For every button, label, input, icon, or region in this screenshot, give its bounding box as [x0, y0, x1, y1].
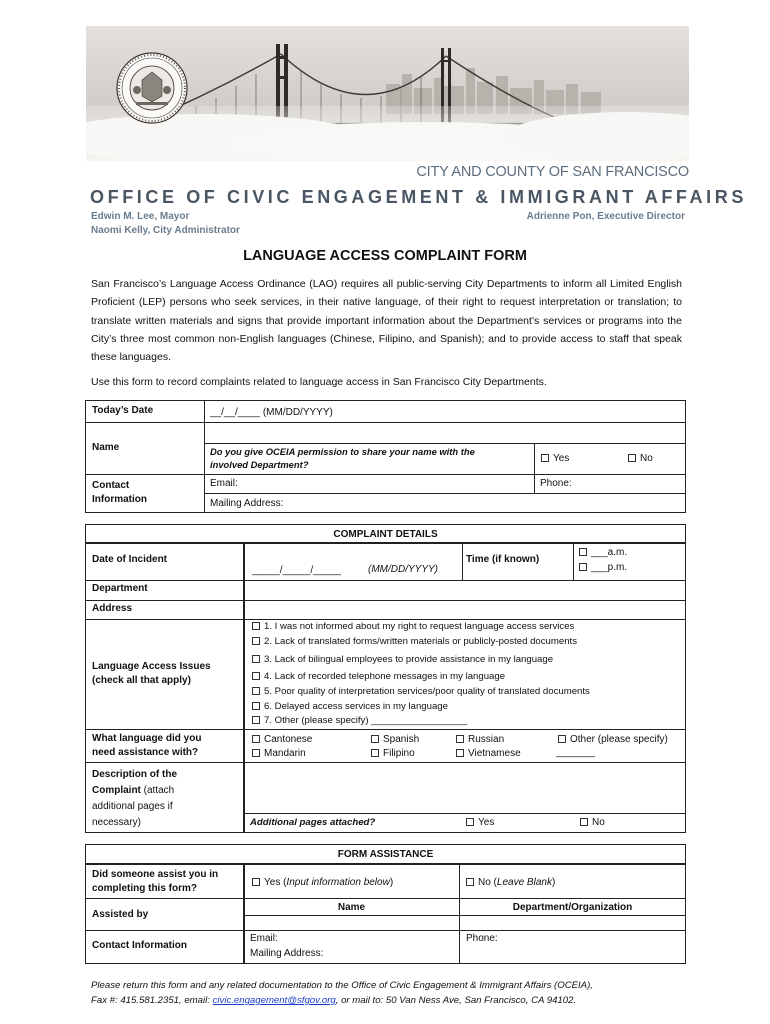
checkbox-icon — [252, 687, 260, 695]
name-field[interactable] — [206, 424, 684, 442]
issue-checkbox-2[interactable]: 2. Lack of translated forms/written materials or publicly-posted documents — [252, 636, 577, 649]
checkbox-icon — [466, 818, 474, 826]
cantonese-checkbox[interactable]: Cantonese — [252, 733, 312, 747]
checkbox-icon — [252, 749, 260, 757]
form-assistance-table — [85, 844, 686, 964]
other-language-checkbox[interactable]: Other (please specify) — [558, 733, 668, 747]
language-needed-label: What language did you need assistance with? — [92, 733, 202, 758]
personal-info-table — [85, 400, 686, 513]
assistant-phone-field[interactable]: Phone: — [466, 933, 498, 944]
issue-checkbox-5[interactable]: 5. Poor quality of interpretation services/poor quality of translated documents — [252, 686, 590, 699]
address-label: Address — [92, 603, 133, 614]
issue-checkbox-6[interactable]: 6. Delayed access services in my language — [252, 701, 448, 714]
form-title: LANGUAGE ACCESS COMPLAINT FORM — [243, 248, 527, 264]
issue-checkbox-3[interactable]: 3. Lack of bilingual employees to provide assistance in my language — [252, 654, 553, 667]
description-label: Description of the Complaint (attach additional pages if necessary) — [92, 769, 178, 828]
checkbox-icon — [252, 655, 260, 663]
issue-checkbox-4[interactable]: 4. Lack of recorded telephone messages in my language — [252, 671, 505, 684]
checkbox-icon — [456, 735, 464, 743]
other-language-field[interactable]: _______ — [556, 747, 595, 758]
office-name: OFFICE OF CIVIC ENGAGEMENT & IMMIGRANT AFFAIRS — [90, 187, 747, 207]
checkbox-icon — [466, 878, 474, 886]
oceia-email-link[interactable]: civic.engagement@sfgov.org — [212, 995, 336, 1006]
assisted-no-checkbox[interactable]: No (Leave Blank) — [466, 876, 555, 890]
address-field[interactable] — [246, 601, 684, 618]
checkbox-icon — [252, 735, 260, 743]
language-issues-label: Language Access Issues (check all that apply) — [92, 661, 211, 686]
checkbox-icon — [252, 672, 260, 680]
checkbox-icon — [252, 716, 260, 724]
checkbox-icon — [558, 735, 566, 743]
name-label: Name — [92, 442, 120, 453]
additional-pages-no-checkbox[interactable]: No — [580, 816, 605, 830]
checkbox-icon — [579, 563, 587, 571]
checkbox-icon — [252, 702, 260, 710]
todays-date-field[interactable]: __/__/____ (MM/DD/YYYY) — [210, 407, 333, 418]
assistant-email-field[interactable]: Email: — [250, 933, 278, 944]
assistant-mailing-field[interactable]: Mailing Address: — [250, 948, 324, 959]
checkbox-icon — [456, 749, 464, 757]
additional-pages-question: Additional pages attached? — [250, 817, 376, 828]
checkbox-icon — [580, 818, 588, 826]
checkbox-icon — [371, 749, 379, 757]
checkbox-icon — [579, 548, 587, 556]
department-label: Department — [92, 583, 148, 594]
description-field[interactable] — [246, 764, 684, 812]
return-instructions: Please return this form and any related documentation to the Office of Civic Engagement & Immigrant Affairs (OCEIA), Fax #: 415.581.2351, email: civic.engagement@sfgov.org, or mail to: 50 Van Ness Ave, San Francisco, CA 94102. — [91, 980, 593, 1006]
checkbox-icon — [628, 454, 636, 462]
form-assistance-header: FORM ASSISTANCE — [337, 849, 434, 860]
issue-checkbox-7[interactable]: 7. Other (please specify) __________________ — [252, 715, 467, 728]
intro-paragraph: San Francisco’s Language Access Ordinance (LAO) requires all public-serving City Departments to inform all Limited English Proficient (LEP) persons who seek services, in their native language, of their right to request interpretation or translation; to translate written materials and signs that provide important information about the Department’s services or programs into the City’s three most common non-English languages (Chinese, Filipino, and Spanish); and to provide access to staff that speak these languages. — [91, 278, 682, 364]
complaint-details-header: COMPLAINT DETAILS — [333, 529, 438, 540]
mandarin-checkbox[interactable]: Mandarin — [252, 747, 306, 761]
contact-info-label: Contact Information — [92, 480, 147, 505]
assisted-by-label: Assisted by — [92, 909, 149, 920]
permission-no-checkbox[interactable]: No — [628, 452, 653, 466]
incident-date-label: Date of Incident — [92, 554, 168, 565]
vietnamese-checkbox[interactable]: Vietnamese — [456, 747, 521, 761]
mailing-address-field[interactable]: Mailing Address: — [210, 498, 284, 509]
am-checkbox[interactable]: ___a.m. — [579, 546, 627, 560]
assistant-dept-column: Department/Organization — [512, 902, 633, 913]
permission-question: Do you give OCEIA permission to share your name with the involved Department? — [210, 446, 475, 470]
assistant-dept-field[interactable] — [462, 917, 684, 929]
assisted-yes-checkbox[interactable]: Yes (Input information below) — [252, 876, 393, 890]
checkbox-icon — [252, 637, 260, 645]
city-name: CITY AND COUNTY OF SAN FRANCISCO — [416, 164, 689, 180]
assistant-name-field[interactable] — [246, 917, 457, 929]
complaint-details-table — [85, 524, 686, 833]
checkbox-icon — [371, 735, 379, 743]
checkbox-icon — [252, 878, 260, 886]
issue-checkbox-1[interactable]: 1. I was not informed about my right to request language access services — [252, 621, 574, 634]
director-name: Adrienne Pon, Executive Director — [526, 211, 685, 222]
permission-yes-checkbox[interactable]: Yes — [541, 452, 569, 466]
todays-date-label: Today’s Date — [92, 405, 154, 416]
checkbox-icon — [541, 454, 549, 462]
pm-checkbox[interactable]: ___p.m. — [579, 561, 627, 575]
russian-checkbox[interactable]: Russian — [456, 733, 504, 747]
additional-pages-yes-checkbox[interactable]: Yes — [466, 816, 494, 830]
assistant-contact-label: Contact Information — [92, 940, 187, 951]
filipino-checkbox[interactable]: Filipino — [371, 747, 415, 761]
incident-date-field[interactable]: _____/_____/_____ — [252, 565, 341, 576]
department-field[interactable] — [246, 582, 684, 599]
assistant-name-column: Name — [337, 902, 366, 913]
spanish-checkbox[interactable]: Spanish — [371, 733, 419, 747]
time-label: Time (if known) — [466, 554, 540, 565]
checkbox-icon — [252, 622, 260, 630]
header-banner-image — [86, 26, 689, 161]
administrator-name: Naomi Kelly, City Administrator — [91, 225, 240, 236]
mayor-name: Edwin M. Lee, Mayor — [91, 211, 190, 222]
use-instruction: Use this form to record complaints related to language access in San Francisco City Departments. — [91, 376, 547, 388]
incident-date-format: (MM/DD/YYYY) — [368, 564, 438, 575]
email-field[interactable]: Email: — [210, 478, 238, 489]
assisted-question: Did someone assist you in completing this form? — [92, 869, 219, 894]
phone-field[interactable]: Phone: — [540, 478, 572, 489]
